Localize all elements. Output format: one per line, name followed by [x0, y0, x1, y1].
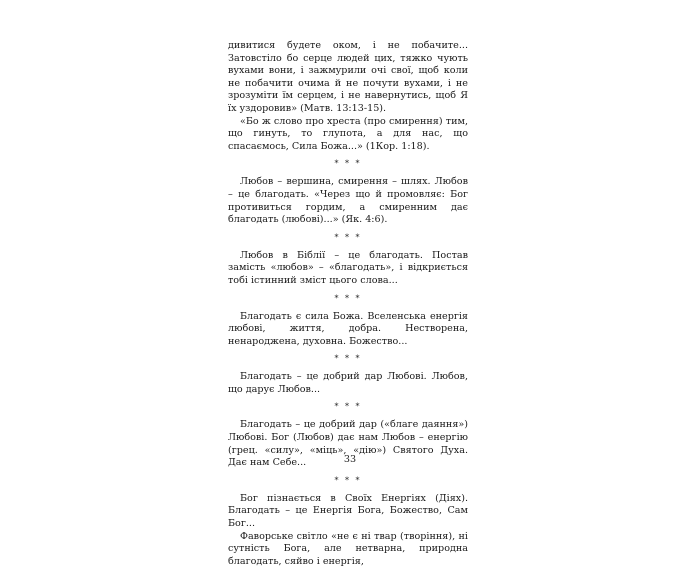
- section-separator: * * *: [334, 232, 362, 242]
- section-separator: * * *: [334, 293, 362, 303]
- paragraph: Фаворське світло «не є ні твар (творіння), ні сутність Бога, але нетварна, природна благодать, сяйво і енергія,: [228, 530, 468, 567]
- paragraph: дивитися будете оком, і не побачите... Затовстіло бо серце людей цих, тяжко чують вухами вони, і зажмурили очі свої, щоб коли не побачити очима й не почути вухами, і не зрозуміти їм серцем, і не навернутись, щоб Я їх уздоровив» (Матв. 13:13-15).: [228, 40, 468, 114]
- paragraph: Благодать є сила Божа. Вселенська енергія любові, життя, добра. Нестворена, ненароджена, духовна. Божество...: [228, 310, 468, 347]
- section-separator: * * *: [334, 354, 362, 364]
- section-separator: * * *: [334, 402, 362, 412]
- paragraph: Благодать – це добрий дар («благе даяння») Любові. Бог (Любов) дає нам Любов – енергію (грец. «силу», «міць», «дію») Святого Духа. Дає нам Себе...: [228, 419, 468, 469]
- paragraph: Благодать – це добрий дар Любові. Любов, що дарує Любов...: [228, 371, 468, 395]
- paragraph: Бог пізнається в Своїх Енергіях (Діях). Благодать – це Енергія Бога, Божество, Сам Бог...: [228, 492, 468, 530]
- paragraph: «Бо ж слово про хреста (про смирення) тим, що гинуть, то глупота, а для нас, що спасаємось, Сила Божа...» (1Кор. 1:18).: [228, 115, 468, 152]
- section-separator: * * *: [334, 159, 362, 169]
- paragraph: Любов в Біблії – це благодать. Постав замість «любов» – «благодать», і відкриється тобі істинний зміст цього слова...: [228, 249, 468, 286]
- section-separator: * * *: [334, 475, 362, 485]
- text-column: [228, 40, 468, 568]
- paragraph: Любов – вершина, смирення – шлях. Любов – це благодать. «Через що й промовляє: Бог противиться гордим, а смиренним дає благодать (любові)...» (Як. 4:6).: [228, 176, 468, 226]
- page-number: 33: [343, 454, 357, 465]
